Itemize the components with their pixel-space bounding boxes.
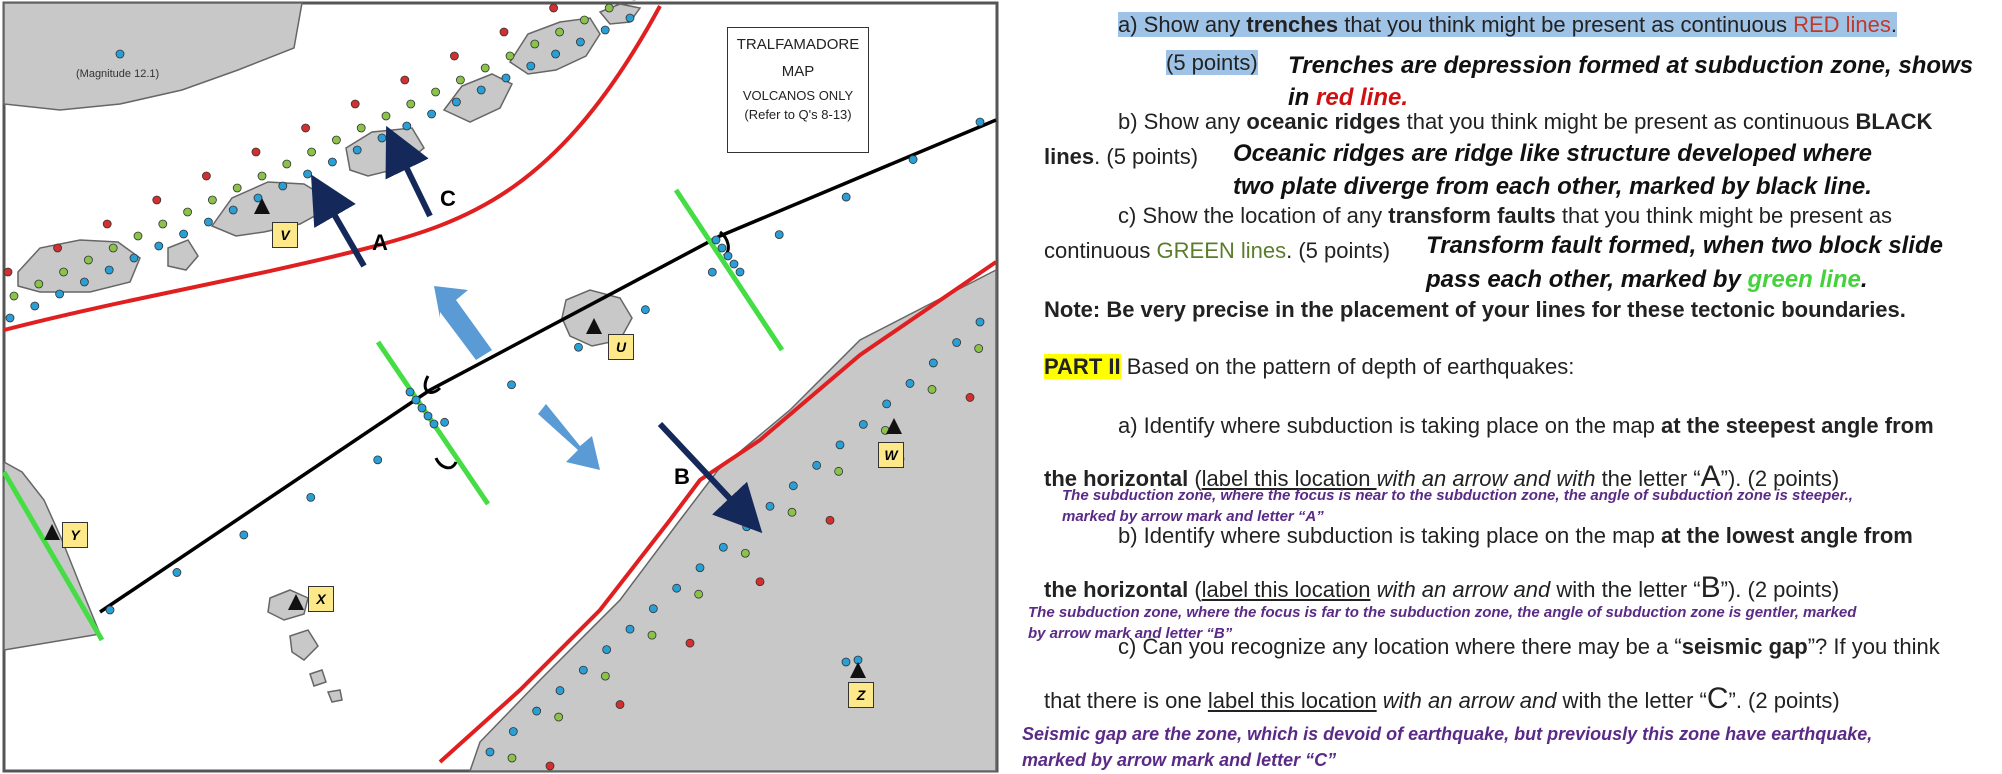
earthquake-dot	[328, 158, 336, 166]
earthquake-dot	[31, 302, 39, 310]
part2-heading: PART II Based on the pattern of depth of earthquakes:	[1044, 354, 1575, 379]
part2-c-line1: c) Can you recognize any location where there may be a “seismic gap”? If you think	[1118, 634, 1940, 659]
earthquake-dot	[283, 160, 291, 168]
earthquake-dot	[766, 502, 774, 510]
earthquake-dot	[54, 244, 62, 252]
volcano-label-z: Z	[848, 682, 874, 708]
earthquake-dot	[10, 292, 18, 300]
earthquake-dot	[351, 100, 359, 108]
answer-c-line1: Transform fault formed, when two block slide	[1426, 232, 1943, 259]
earthquake-dot	[84, 256, 92, 264]
earthquake-dot	[836, 441, 844, 449]
earthquake-dot	[430, 420, 438, 428]
earthquake-dot	[626, 14, 634, 22]
question-a-points: (5 points)	[1166, 50, 1258, 75]
question-c-line1: c) Show the location of any transform faults that you think might be present as	[1118, 203, 1893, 228]
earthquake-dot	[695, 590, 703, 598]
earthquake-dot	[531, 40, 539, 48]
earthquake-dot	[788, 508, 796, 516]
earthquake-dot	[304, 170, 312, 178]
earthquake-dot	[813, 461, 821, 469]
earthquake-dot	[105, 266, 113, 274]
volcano-label-x: X	[308, 586, 334, 612]
earthquake-dot	[481, 64, 489, 72]
earthquake-dot	[407, 100, 415, 108]
earthquake-dot	[719, 543, 727, 551]
earthquake-dot	[184, 208, 192, 216]
tectonic-map	[0, 0, 1000, 774]
question-a	[1118, 12, 1897, 38]
earthquake-dot	[441, 418, 449, 426]
answer-b-line1: Oceanic ridges are ridge like structure developed where	[1233, 140, 1872, 167]
part2-c-line2: that there is one label this location with an arrow and with the letter “C”. (2 points)	[1044, 682, 1840, 715]
earthquake-dot	[116, 50, 124, 58]
earthquake-dot	[859, 420, 867, 428]
answer-2c-line2: marked by arrow mark and letter “C”	[1022, 750, 1337, 770]
earthquake-dot	[357, 124, 365, 132]
earthquake-dot	[580, 16, 588, 24]
earthquake-dot	[208, 196, 216, 204]
earthquake-dot	[406, 388, 414, 396]
magnitude-label: (Magnitude 12.1)	[76, 68, 160, 80]
earthquake-dot	[576, 38, 584, 46]
earthquake-dot	[134, 232, 142, 240]
earthquake-dot	[743, 523, 751, 531]
answer-a-line1: Trenches are depression formed at subduction zone, shows	[1288, 52, 1974, 79]
volcano-label-u: U	[608, 334, 634, 360]
earthquake-dot	[109, 244, 117, 252]
earthquake-dot	[789, 482, 797, 490]
earthquake-dot	[35, 280, 43, 288]
earthquake-dot	[603, 646, 611, 654]
earthquake-dot	[240, 531, 248, 539]
earthquake-dot	[574, 343, 582, 351]
question-c-line2: continuous GREEN lines. (5 points)	[1044, 238, 1391, 263]
earthquake-dot	[556, 28, 564, 36]
earthquake-dot	[552, 50, 560, 58]
earthquake-dot	[929, 359, 937, 367]
earthquake-dot	[775, 231, 783, 239]
earthquake-dot	[279, 182, 287, 190]
earthquake-dot	[842, 193, 850, 201]
earthquake-dot	[976, 318, 984, 326]
earthquake-dot	[712, 236, 720, 244]
earthquake-dot	[424, 412, 432, 420]
earthquake-dot	[6, 314, 14, 322]
earthquake-dot	[756, 578, 764, 586]
earthquake-dot	[686, 639, 694, 647]
earthquake-dot	[418, 404, 426, 412]
earthquake-dot	[696, 564, 704, 572]
earthquake-dot	[308, 148, 316, 156]
earthquake-dot	[509, 728, 517, 736]
earthquake-dot	[508, 754, 516, 762]
earthquake-dot	[180, 230, 188, 238]
answer-2a-line2: marked by arrow mark and letter “A”	[1062, 508, 1324, 525]
answer-2c-line1: Seismic gap are the zone, which is devoid of earthquake, but previously this zone have earthquake,	[1022, 724, 1873, 744]
earthquake-dot	[626, 625, 634, 633]
question-b-line1: b) Show any oceanic ridges that you think might be present as continuous BLACK	[1118, 109, 1933, 134]
earthquake-dot	[883, 400, 891, 408]
earthquake-dot	[4, 268, 12, 276]
earthquake-dot	[382, 112, 390, 120]
earthquake-dot	[579, 666, 587, 674]
earthquake-dot	[673, 584, 681, 592]
earthquake-dot	[229, 206, 237, 214]
arrow-label-b: B	[674, 464, 690, 489]
earthquake-dot	[500, 28, 508, 36]
earthquake-dot	[60, 268, 68, 276]
earthquake-dot	[456, 76, 464, 84]
earthquake-dot	[546, 762, 554, 770]
earthquake-dot	[508, 381, 516, 389]
earthquake-dot	[233, 184, 241, 192]
earthquake-dot	[718, 244, 726, 252]
part2-a-line2: the horizontal (label this location with an arrow and with the letter “A”). (2 points)	[1044, 460, 1840, 493]
earthquake-dot	[202, 172, 210, 180]
earthquake-dot	[477, 86, 485, 94]
earthquake-dot	[826, 516, 834, 524]
earthquake-dot	[724, 252, 732, 260]
earthquake-dot	[555, 713, 563, 721]
volcano-label-w: W	[878, 442, 904, 468]
part2-b-line1: b) Identify where subduction is taking place on the map at the lowest angle from	[1118, 523, 1913, 548]
earthquake-dot	[953, 338, 961, 346]
earthquake-dot	[616, 701, 624, 709]
earthquake-dot	[428, 110, 436, 118]
earthquake-dot	[401, 76, 409, 84]
earthquake-dot	[906, 379, 914, 387]
answer-c-line2: pass each other, marked by green line.	[1426, 266, 1868, 293]
earthquake-dot	[533, 707, 541, 715]
part2-b-line2: the horizontal (label this location with an arrow and with the letter “B”). (2 points)	[1044, 571, 1840, 604]
earthquake-dot	[975, 344, 983, 352]
earthquake-dot	[556, 687, 564, 695]
earthquake-dot	[486, 748, 494, 756]
legend-line3: VOLCANOS ONLY	[742, 88, 854, 103]
earthquake-dot	[605, 4, 613, 12]
earthquake-dot	[374, 456, 382, 464]
earthquake-dot	[258, 172, 266, 180]
earthquake-dot	[130, 254, 138, 262]
earthquake-dot	[909, 156, 917, 164]
question-b-line2: lines. (5 points)	[1044, 144, 1199, 169]
earthquake-dot	[648, 631, 656, 639]
note: Note: Be very precise in the placement of your lines for these tectonic boundaries.	[1044, 297, 1906, 322]
answer-2a-line1: The subduction zone, where the focus is near to the subduction zone, the angle of subduction zone is steeper.,	[1062, 487, 1853, 504]
earthquake-dot	[159, 220, 167, 228]
question-a-highlight: a) Show any trenches that you think might be present as continuous RED lines.	[1118, 12, 1898, 37]
earthquake-dot	[307, 493, 315, 501]
earthquake-dot	[103, 220, 111, 228]
earthquake-dot	[204, 218, 212, 226]
earthquake-dot	[736, 268, 744, 276]
earthquake-dot	[708, 268, 716, 276]
earthquake-dot	[332, 136, 340, 144]
earthquake-dot	[80, 278, 88, 286]
earthquake-dot	[302, 124, 310, 132]
earthquake-dot	[842, 658, 850, 666]
worksheet-text	[1018, 0, 2002, 774]
earthquake-dot	[835, 467, 843, 475]
answer-a-line2: in red line.	[1288, 84, 1409, 111]
legend-title: TRALFAMADORE	[736, 36, 860, 53]
earthquake-dot	[649, 605, 657, 613]
earthquake-dot	[432, 88, 440, 96]
part2-a-line1: a) Identify where subduction is taking place on the map at the steepest angle from	[1118, 413, 1934, 438]
earthquake-dot	[928, 385, 936, 393]
earthquake-dot	[550, 4, 558, 12]
earthquake-dot	[173, 568, 181, 576]
legend-subtitle: MAP	[781, 63, 815, 80]
earthquake-dot	[153, 196, 161, 204]
earthquake-dot	[353, 146, 361, 154]
volcano-label-y: Y	[62, 522, 88, 548]
earthquake-dot	[450, 52, 458, 60]
earthquake-dot	[378, 134, 386, 142]
map-legend	[727, 27, 869, 153]
answer-2b-line2: by arrow mark and letter “B”	[1028, 625, 1233, 642]
volcano-label-v: V	[272, 222, 298, 248]
answer-2b-line1: The subduction zone, where the focus is far to the subduction zone, the angle of subduction zone is gentler, marked	[1028, 604, 1857, 621]
earthquake-dot	[527, 62, 535, 70]
earthquake-dot	[730, 260, 738, 268]
earthquake-dot	[412, 396, 420, 404]
earthquake-dot	[106, 606, 114, 614]
earthquake-dot	[506, 52, 514, 60]
legend-line4: (Refer to Q's 8-13)	[744, 107, 852, 122]
arrow-label-a: A	[372, 230, 388, 255]
earthquake-dot	[601, 672, 609, 680]
arrow-label-c: C	[440, 186, 456, 211]
earthquake-dot	[56, 290, 64, 298]
earthquake-dot	[155, 242, 163, 250]
earthquake-dot	[741, 549, 749, 557]
earthquake-dot	[601, 26, 609, 34]
earthquake-dot	[403, 122, 411, 130]
earthquake-dot	[452, 98, 460, 106]
earthquake-dot	[502, 74, 510, 82]
earthquake-dot	[641, 306, 649, 314]
earthquake-dot	[966, 393, 974, 401]
earthquake-dot	[252, 148, 260, 156]
earthquake-dot	[976, 118, 984, 126]
answer-b-line2: two plate diverge from each other, marked by black line.	[1233, 173, 1872, 200]
